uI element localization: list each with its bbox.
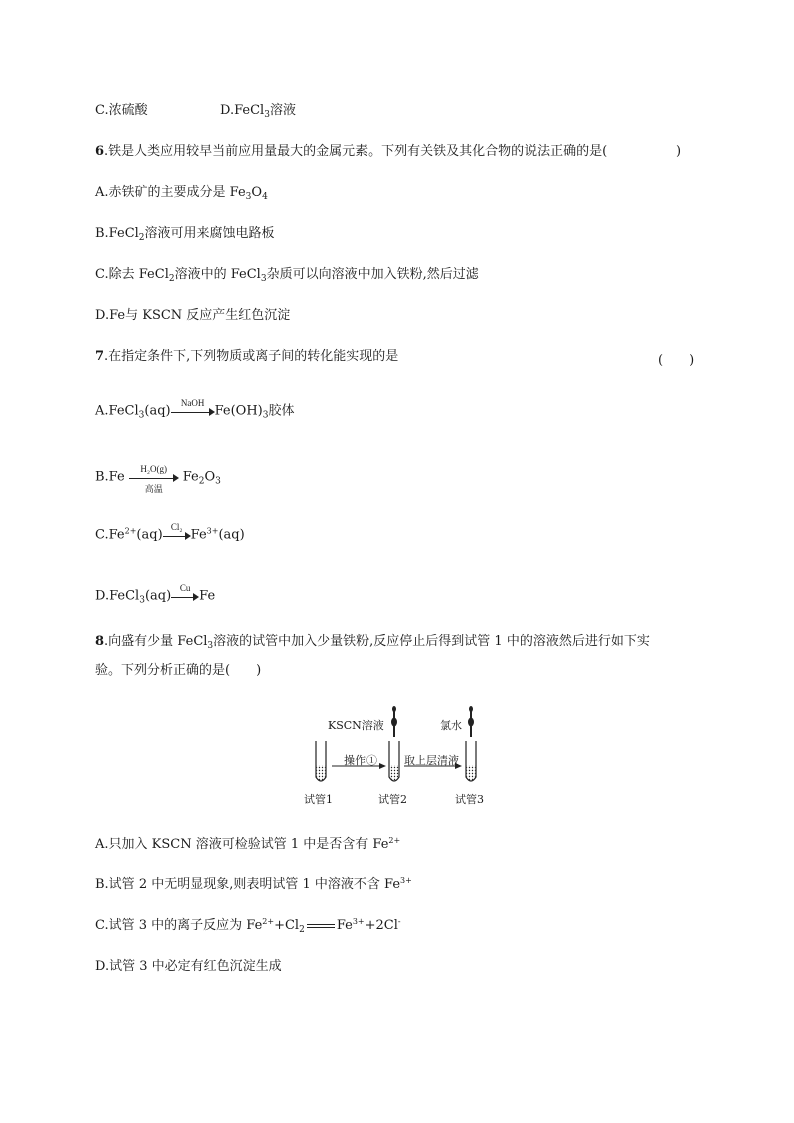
reaction-arrow: NaOH [171, 403, 215, 419]
q5-option-c: C.浓硫酸 [95, 103, 148, 118]
q7-stem: 7.在指定条件下,下列物质或离子间的转化能实现的是 [95, 349, 399, 364]
q6-paren-close: ) [676, 144, 682, 159]
tube-1-label: 试管1 [304, 793, 333, 806]
q8-stem-line1: 8.向盛有少量 FeCl$_3$溶液的试管中加入少量铁粉,反应停止后得到试管 1 中的溶液然后进行如下实 [95, 634, 650, 651]
test-tube-3 [466, 741, 476, 781]
q5-option-d: D.FeCl$_3$溶液 [220, 103, 296, 120]
tube-2-label: 试管2 [378, 793, 407, 806]
experiment-figure [300, 703, 500, 813]
q8-option-c: C.试管 3 中的离子反应为 $Fe^{2+}+Cl_2$ $Fe^{3+}+2Cl^-$ [95, 917, 401, 935]
kscn-label: KSCN溶液 [328, 719, 384, 732]
q7-paren: ( ) [658, 353, 695, 368]
dropper-2 [391, 706, 397, 737]
reaction-arrow: Cl₂ [163, 527, 191, 543]
q7-option-d: D.FeCl$_3$(aq) Cu Fe [95, 583, 216, 606]
q8-option-a: A.只加入 KSCN 溶液可检验试管 1 中是否含有 $Fe^{2+}$ [95, 836, 401, 852]
q8-stem-line2: 验。下列分析正确的是( ) [95, 663, 262, 678]
q6-option-a: A.赤铁矿的主要成分是 $Fe_3O_4$ [95, 185, 268, 202]
q6-option-b: B.FeCl$_2$溶液可用来腐蚀电路板 [95, 226, 275, 243]
q6-option-d: D.Fe与 KSCN 反应产生红色沉淀 [95, 308, 291, 323]
q7-option-c: $C.Fe^{2+}(aq)$ Cl₂ $Fe^{3+}(aq)$ [95, 522, 245, 543]
operation-1-label: 操作① [344, 754, 377, 767]
q8-option-d: D.试管 3 中必定有红色沉淀生成 [95, 959, 282, 974]
q6-option-c: C.除去 FeCl$_2$溶液中的 FeCl$_3$杂质可以向溶液中加入铁粉,然后过滤 [95, 267, 479, 284]
chlorine-water-label: 氯水 [440, 719, 462, 732]
reaction-arrow: H₂O(g) 高温 [129, 469, 179, 485]
q7-option-b: B.Fe H₂O(g) 高温 $Fe_2O_3$ [95, 464, 221, 494]
tube-3-label: 试管3 [455, 793, 484, 806]
reaction-arrow: Cu [171, 588, 199, 604]
equals-sign [307, 922, 335, 930]
test-tube-1 [316, 741, 326, 781]
q7-option-a: A.FeCl$_3$(aq) NaOH $Fe(OH)_3$胶体 [95, 398, 295, 421]
q6-stem: 6.铁是人类应用较早当前应用量最大的金属元素。下列有关铁及其化合物的说法正确的是( [95, 144, 608, 159]
test-tube-2 [389, 741, 399, 781]
q8-option-b: B.试管 2 中无明显现象,则表明试管 1 中溶液不含 $Fe^{3+}$ [95, 876, 412, 892]
operation-2-label: 取上层清液 [404, 754, 459, 767]
dropper-3 [468, 706, 474, 737]
